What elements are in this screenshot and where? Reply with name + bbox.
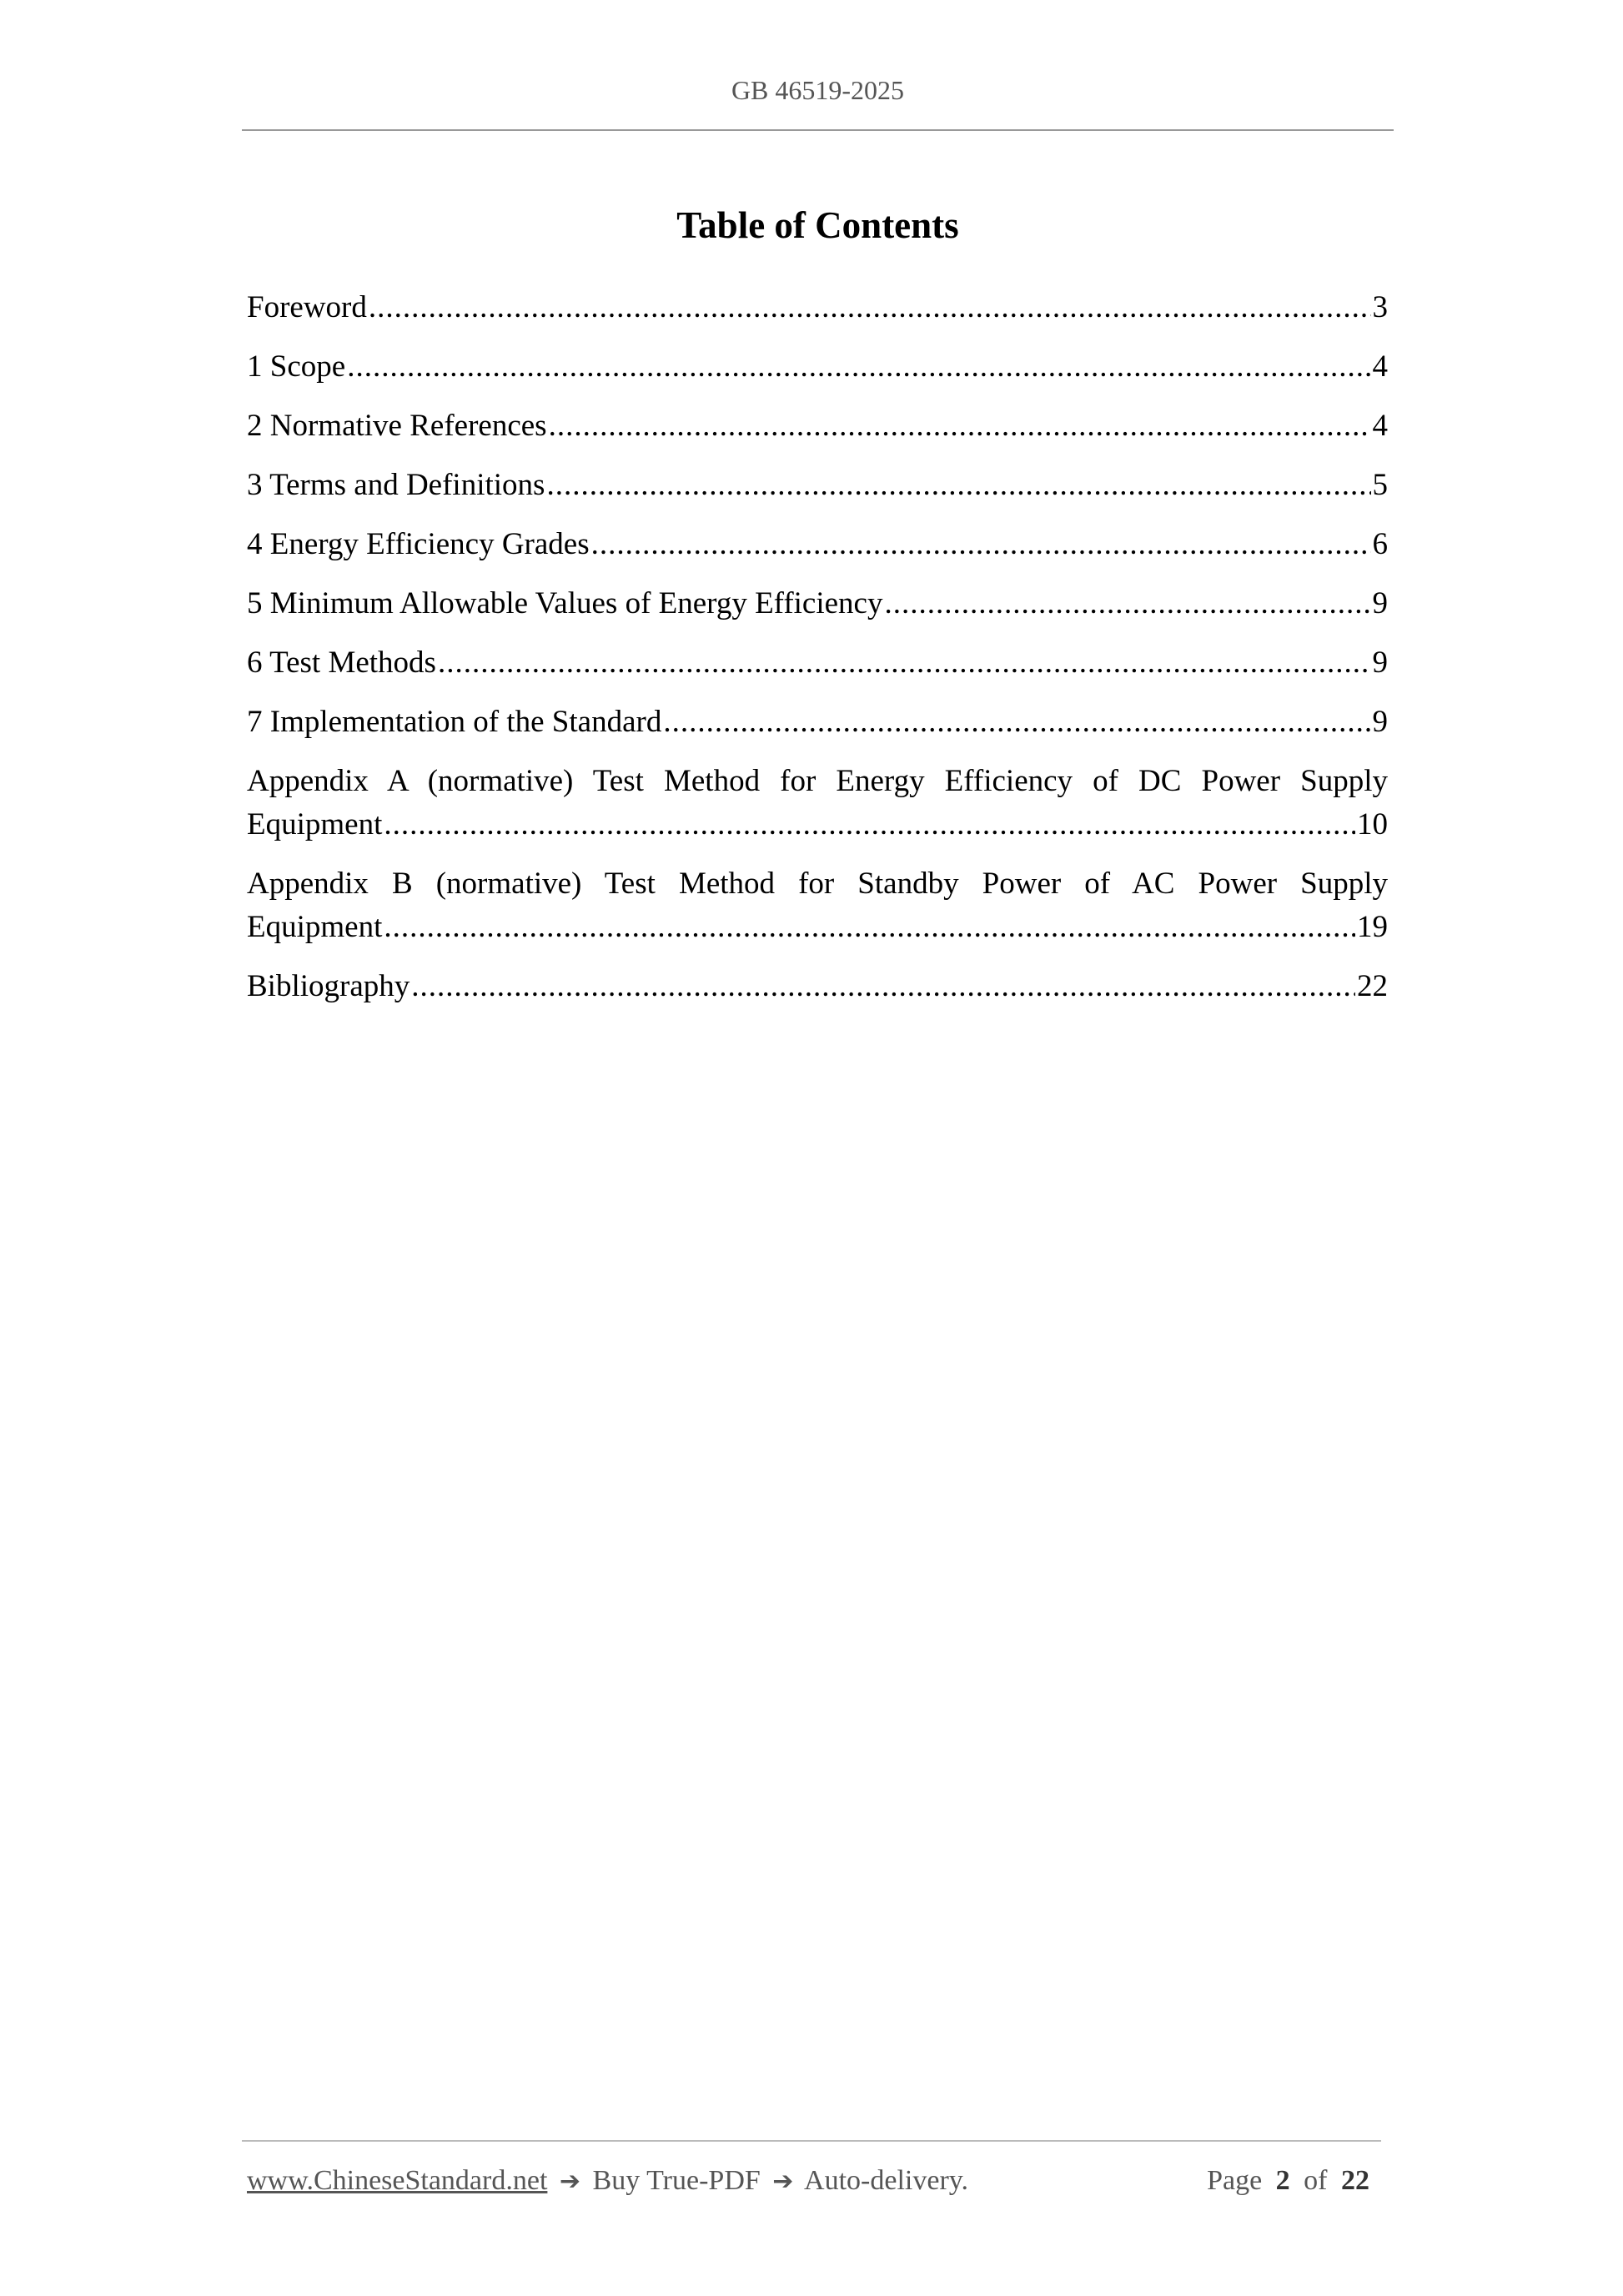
dot-leader bbox=[384, 906, 1355, 949]
toc-entry-minimum-values[interactable] bbox=[247, 582, 1388, 641]
page-title: Table of Contents bbox=[676, 204, 959, 246]
page-footer bbox=[247, 2160, 1376, 2203]
toc-entry-appendix-a[interactable] bbox=[247, 760, 1388, 862]
dot-leader bbox=[438, 641, 1371, 685]
toc-entry-title-continued: Equipment bbox=[247, 807, 383, 842]
toc-entry-title: 3 Terms and Definitions bbox=[247, 468, 545, 502]
toc-page-number: 4 bbox=[1372, 349, 1388, 384]
toc-entry-title: Appendix A (normative) Test Method for Energy Efficiency of DC Power Supply bbox=[247, 764, 1388, 798]
toc-entry-appendix-b[interactable] bbox=[247, 862, 1388, 965]
right-arrow-icon: ➔ bbox=[559, 2167, 581, 2196]
toc-page-number: 4 bbox=[1372, 409, 1388, 443]
toc-entry-title: Appendix B (normative) Test Method for Standby Power of AC Power Supply bbox=[247, 867, 1388, 901]
running-header: GB 46519-2025 bbox=[731, 75, 905, 105]
dot-leader bbox=[546, 464, 1370, 507]
toc-entry-title-continued: Equipment bbox=[247, 910, 383, 944]
toc-page-number: 6 bbox=[1372, 527, 1388, 561]
right-arrow-icon: ➔ bbox=[772, 2167, 794, 2196]
table-of-contents bbox=[247, 286, 1388, 1024]
toc-page-number: 9 bbox=[1372, 646, 1388, 680]
toc-page-number: 5 bbox=[1372, 468, 1388, 502]
page-of-label: of bbox=[1304, 2165, 1328, 2196]
dot-leader bbox=[347, 345, 1370, 389]
dot-leader bbox=[384, 803, 1355, 847]
dot-leader bbox=[663, 701, 1370, 744]
toc-entry-title: 4 Energy Efficiency Grades bbox=[247, 527, 590, 561]
footer-promo bbox=[247, 2160, 968, 2203]
dot-leader bbox=[549, 404, 1371, 448]
toc-entry-title: Foreword bbox=[247, 290, 367, 324]
current-page-number: 2 bbox=[1275, 2165, 1290, 2196]
toc-entry-title: 7 Implementation of the Standard bbox=[247, 705, 662, 739]
toc-page-number: 9 bbox=[1372, 705, 1388, 739]
footer-divider bbox=[242, 2140, 1381, 2142]
toc-page-number: 19 bbox=[1357, 910, 1388, 944]
buy-text: Buy True-PDF bbox=[592, 2165, 761, 2196]
toc-entry-title: 1 Scope bbox=[247, 349, 346, 384]
toc-entry-bibliography[interactable] bbox=[247, 965, 1388, 1024]
toc-entry-implementation[interactable] bbox=[247, 701, 1388, 760]
toc-entry-foreword[interactable] bbox=[247, 286, 1388, 345]
toc-entry-terms-definitions[interactable] bbox=[247, 464, 1388, 523]
toc-page-number: 9 bbox=[1372, 586, 1388, 620]
toc-entry-efficiency-grades[interactable] bbox=[247, 523, 1388, 582]
toc-entry-title: 2 Normative References bbox=[247, 409, 547, 443]
dot-leader bbox=[369, 286, 1371, 329]
page-indicator bbox=[1207, 2160, 1376, 2202]
toc-entry-title: 6 Test Methods bbox=[247, 646, 436, 680]
total-pages: 22 bbox=[1341, 2165, 1369, 2196]
dot-leader bbox=[411, 965, 1355, 1008]
delivery-text: Auto-delivery. bbox=[804, 2165, 969, 2196]
toc-entry-test-methods[interactable] bbox=[247, 641, 1388, 701]
toc-entry-normative-references[interactable] bbox=[247, 404, 1388, 464]
toc-entry-title: Bibliography bbox=[247, 969, 410, 1003]
page-label: Page bbox=[1207, 2165, 1263, 2196]
dot-leader bbox=[884, 582, 1370, 625]
website-link[interactable]: www.ChineseStandard.net bbox=[247, 2165, 548, 2196]
header-divider bbox=[242, 129, 1394, 131]
toc-entry-title: 5 Minimum Allowable Values of Energy Efficiency bbox=[247, 586, 883, 620]
toc-page-number: 10 bbox=[1357, 807, 1388, 842]
toc-page-number: 3 bbox=[1372, 290, 1388, 324]
toc-entry-scope[interactable] bbox=[247, 345, 1388, 404]
toc-page-number: 22 bbox=[1357, 969, 1388, 1003]
dot-leader bbox=[591, 523, 1371, 566]
